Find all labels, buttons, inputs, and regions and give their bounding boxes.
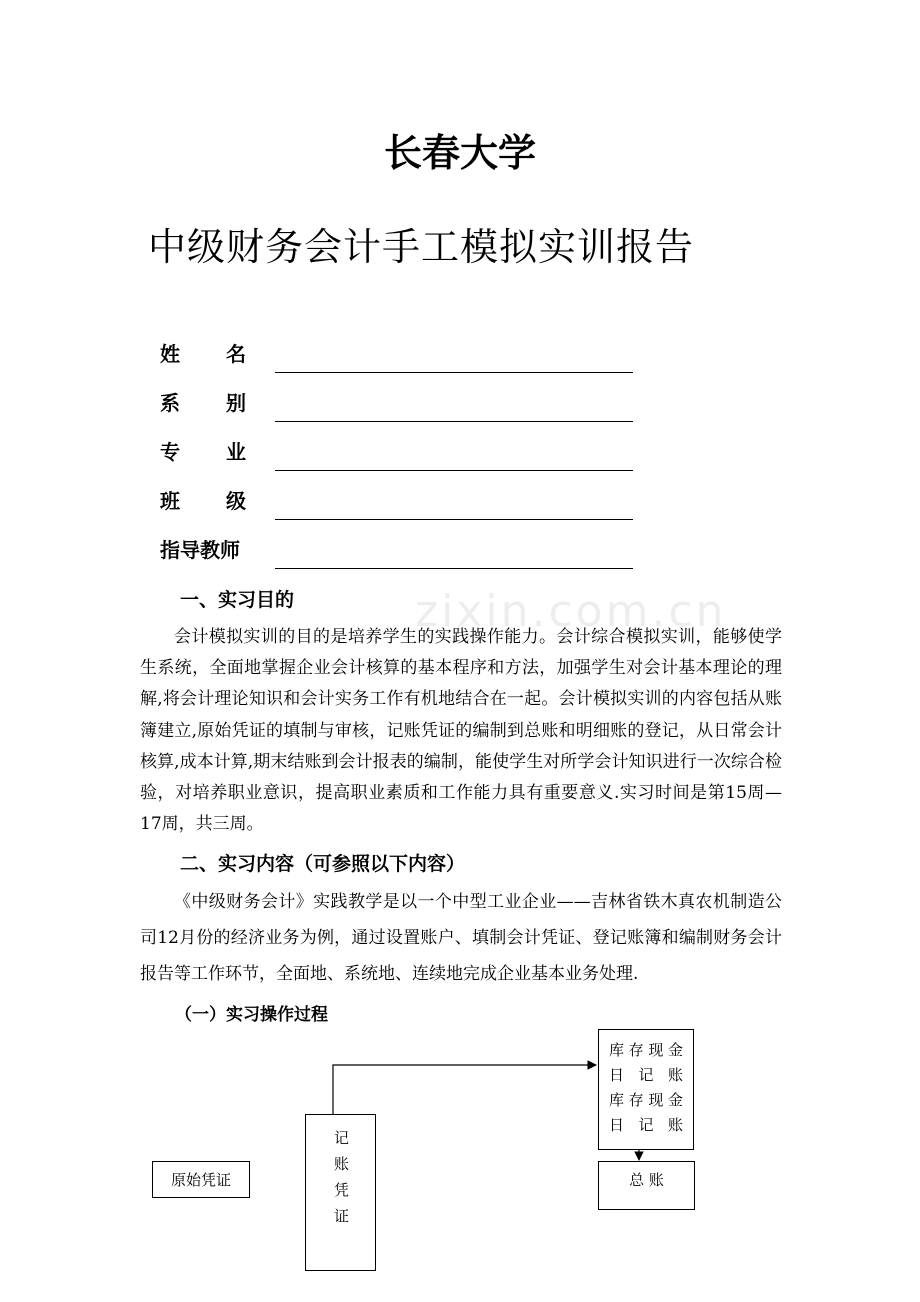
field-class-line[interactable] (275, 519, 633, 520)
section2-body: 《中级财务会计》实践教学是以一个中型工业企业——吉林省铁木真农机制造公司12月份的经济业务为例，通过设置账户、填制会计凭证、登记账簿和编制财务会计报告等工作环节，全面地、系统地、连续地完成企业基本业务处理. (140, 892, 782, 984)
field-advisor-label: 指导教师 (160, 538, 240, 562)
field-major-line[interactable] (275, 470, 633, 471)
accounting-voucher-box (305, 1114, 376, 1271)
arrow-voucher-to-journal (333, 1065, 596, 1114)
original-voucher-label: 原始凭证 (170, 1171, 231, 1189)
field-advisor (160, 534, 640, 574)
section1-heading: 一、实习目的 (180, 589, 295, 611)
field-class (160, 485, 640, 525)
field-department-label: 系 别 (160, 391, 246, 415)
watermark: zixin.com.cn (415, 586, 727, 637)
university-title: 长春大学 (383, 131, 536, 175)
field-department (160, 387, 640, 427)
field-name-label: 姓 名 (160, 342, 246, 366)
field-major-label: 专 业 (160, 440, 246, 464)
field-name (160, 338, 640, 378)
section2-subheading: （一）实习操作过程 (175, 1005, 328, 1025)
general-ledger-box (598, 1161, 695, 1210)
section2-heading: 二、实习内容（可参照以下内容） (180, 853, 466, 875)
field-advisor-line[interactable] (275, 568, 633, 569)
field-class-label: 班 级 (160, 489, 246, 513)
report-title: 中级财务会计手工模拟实训报告 (148, 225, 695, 269)
cash-journal-box: 库存现金 日 记 账 库存现金 日 记 账 (598, 1029, 694, 1150)
general-ledger-label: 总 账 (629, 1171, 664, 1189)
accounting-voucher-label: 记账凭证 (334, 1129, 350, 1225)
field-name-line[interactable] (275, 372, 633, 373)
field-major (160, 436, 640, 476)
field-department-line[interactable] (275, 421, 633, 422)
section1-body: 会计模拟实训的目的是培养学生的实践操作能力。会计综合模拟实训，能够使学生系统，全面地掌握企业会计核算的基本程序和方法，加强学生对会计基本理论的理解,将会计理论知识和会计实务工作有机地结合在一起。会计模拟实训的内容包括从账簿建立,原始凭证的填制与审核，记账凭证的编制到总账和明细账的登记，从日常会计核算,成本计算,期末结账到会计报表的编制，能使学生对所学会计知识进行一次综合检验，对培养职业意识，提高职业素质和工作能力具有重要意义.实习时间是第15周—17周，共三周。 (140, 627, 782, 835)
original-voucher-box (152, 1161, 250, 1198)
